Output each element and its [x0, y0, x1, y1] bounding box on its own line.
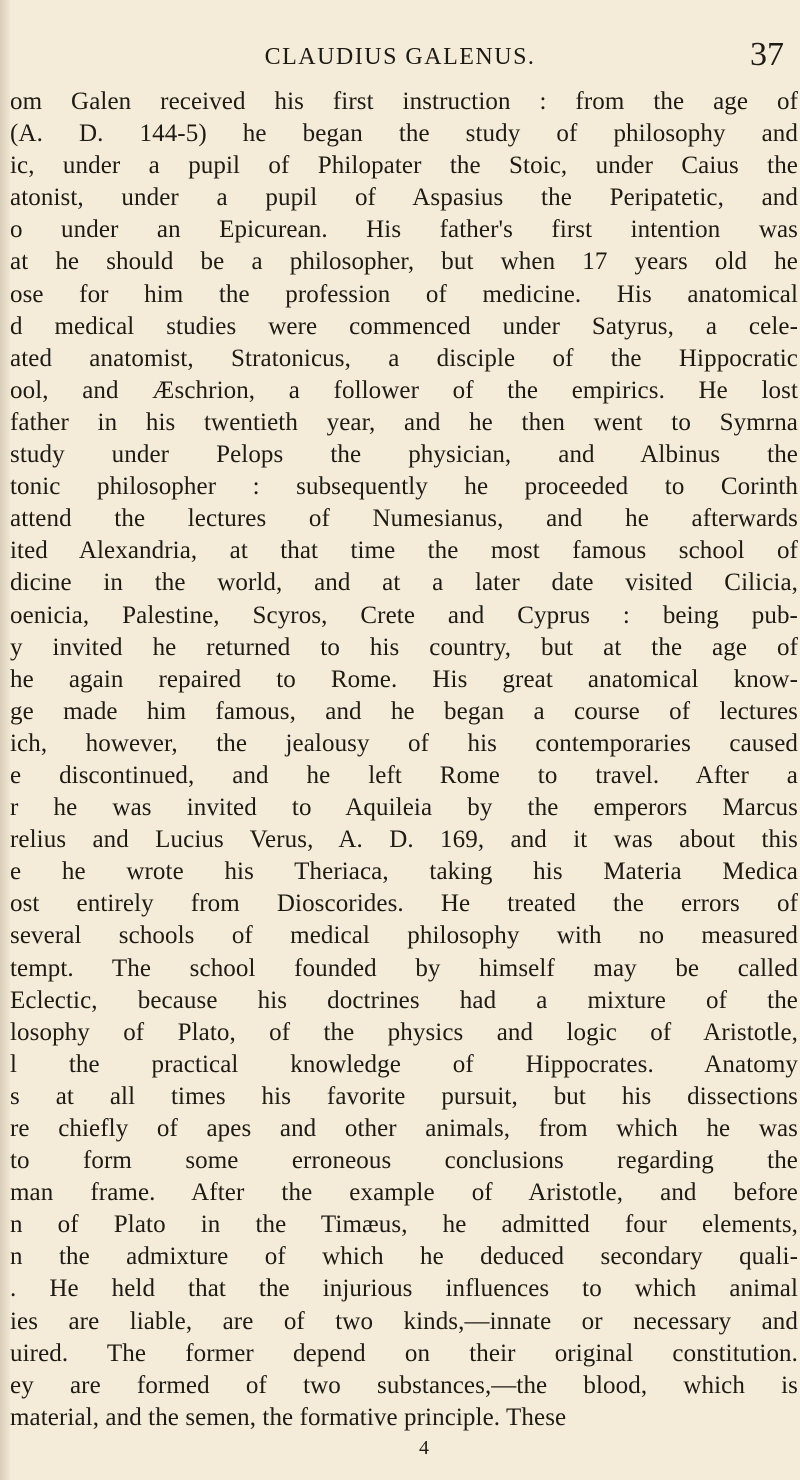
- text-line: e discontinued, and he left Rome to travel. After a: [10, 761, 798, 789]
- text-line: tonic philosopher : subsequently he proceeded to Corinth: [10, 473, 798, 501]
- page-number: 37: [750, 36, 784, 73]
- text-line: several schools of medical philosophy with no measured: [10, 922, 798, 950]
- page-gutter-shadow: [0, 0, 10, 1480]
- text-line: ey are formed of two substances,—the blood, which is: [10, 1371, 798, 1399]
- text-line: losophy of Plato, of the physics and logic of Aristotle,: [10, 1018, 798, 1046]
- text-line: s at all times his favorite pursuit, but his dissections: [10, 1082, 798, 1110]
- body-text: [10, 86, 798, 1462]
- text-line: uired. The former depend on their original constitution.: [10, 1339, 798, 1367]
- text-line: relius and Lucius Verus, A. D. 169, and it was about this: [10, 826, 798, 854]
- text-line: tempt. The school founded by himself may be called: [10, 954, 798, 982]
- text-line: ose for him the profession of medicine. His anatomical: [10, 280, 798, 308]
- signature-mark: 4: [419, 1436, 429, 1459]
- text-line: l the practical knowledge of Hippocrates. Anatomy: [10, 1050, 798, 1078]
- text-line: n of Plato in the Timæus, he admitted four elements,: [10, 1211, 798, 1239]
- text-line: man frame. After the example of Aristotle, and before: [10, 1179, 798, 1207]
- text-line: oenicia, Palestine, Scyros, Crete and Cyprus : being pub-: [10, 601, 798, 629]
- text-line: ic, under a pupil of Philopater the Stoic, under Caius the: [10, 152, 798, 180]
- text-line: ich, however, the jealousy of his contemporaries caused: [10, 729, 798, 757]
- text-line: re chiefly of apes and other animals, from which he was: [10, 1115, 798, 1142]
- text-line: e he wrote his Theriaca, taking his Materia Medica: [10, 858, 798, 886]
- text-line: ool, and Æschrion, a follower of the empirics. He lost: [10, 376, 798, 404]
- page-header: [0, 36, 800, 80]
- text-line: to form some erroneous conclusions regarding the: [10, 1147, 798, 1175]
- text-line: (A. D. 144-5) he began the study of philosophy and: [10, 120, 798, 148]
- text-line: om Galen received his first instruction : from the age of: [10, 88, 798, 115]
- text-line: n the admixture of which he deduced secondary quali-: [10, 1243, 798, 1271]
- text-line: ited Alexandria, at that time the most famous school of: [10, 537, 798, 565]
- text-line: at he should be a philosopher, but when 17 years old he: [10, 248, 798, 276]
- text-line: d medical studies were commenced under Satyrus, a cele-: [10, 312, 798, 340]
- text-line: father in his twentieth year, and he then went to Symrna: [10, 408, 798, 436]
- text-line: o under an Epicurean. His father's first intention was: [10, 216, 798, 244]
- text-line: study under Pelops the physician, and Albinus the: [10, 441, 798, 469]
- text-line: material, and the semen, the formative principle. These: [10, 1403, 567, 1431]
- text-line: y invited he returned to his country, but at the age of: [10, 633, 798, 661]
- text-line: ge made him famous, and he began a course of lectures: [10, 697, 798, 725]
- text-line: ost entirely from Dioscorides. He treated the errors of: [10, 890, 798, 918]
- text-line: Eclectic, because his doctrines had a mixture of the: [10, 986, 798, 1014]
- text-line: dicine in the world, and at a later date visited Cilicia,: [10, 569, 798, 597]
- text-line: . He held that the injurious influences to which animal: [10, 1275, 798, 1303]
- text-line: attend the lectures of Numesianus, and he afterwards: [10, 505, 798, 533]
- text-line: he again repaired to Rome. His great anatomical know-: [10, 665, 798, 693]
- text-line: ated anatomist, Stratonicus, a disciple of the Hippocratic: [10, 344, 798, 372]
- text-line: ies are liable, are of two kinds,—innate or necessary and: [10, 1307, 798, 1335]
- running-title: CLAUDIUS GALENUS.: [264, 44, 536, 70]
- text-line: atonist, under a pupil of Aspasius the Peripatetic, and: [10, 184, 798, 212]
- text-line: r he was invited to Aquileia by the emperors Marcus: [10, 794, 798, 822]
